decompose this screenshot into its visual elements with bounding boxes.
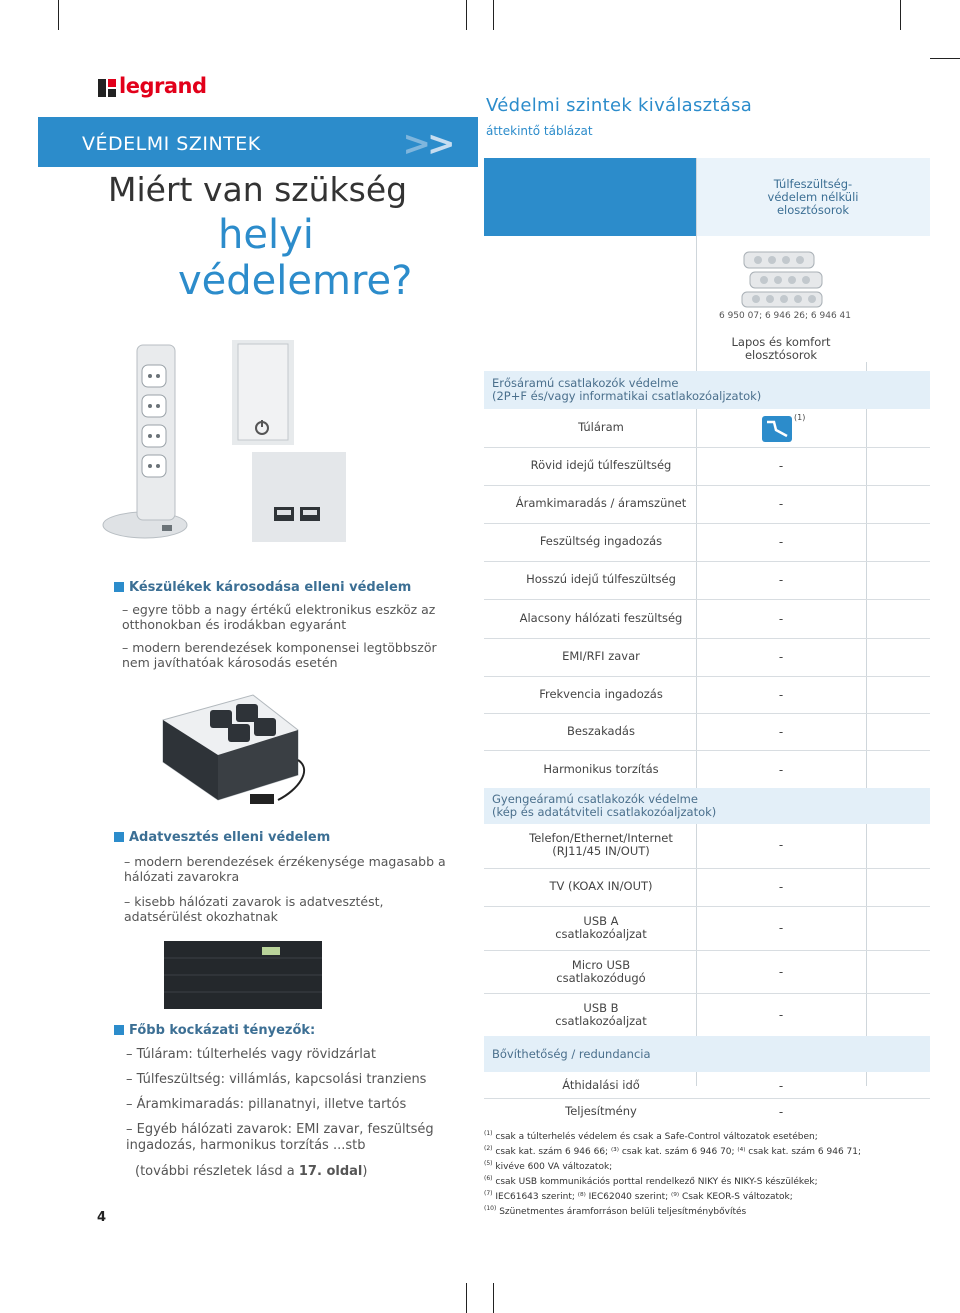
product-subheading: Lapos és komfort elosztósorok	[731, 335, 831, 362]
extensibility-band-title: Bővíthetőség / redundancia	[492, 1047, 651, 1061]
row-label: Teljesítmény	[565, 1104, 637, 1118]
rack-ups-image	[164, 935, 322, 1013]
row-value: -	[778, 573, 784, 587]
table-row	[484, 824, 930, 869]
list-item: – Egyéb hálózati zavarok: EMI zavar, feszültség ingadozás, harmonikus torzítás ...stb	[126, 1122, 434, 1153]
legrand-logo	[97, 74, 207, 101]
table-row	[484, 523, 930, 562]
table-row	[484, 638, 930, 677]
tower-power-strip-image	[100, 340, 190, 540]
row-value: -	[778, 1008, 784, 1022]
crop-mark	[466, 1283, 467, 1313]
row-value: -	[778, 1105, 784, 1119]
page-number: 4	[97, 1210, 107, 1225]
table-row	[484, 561, 930, 600]
table-row	[484, 868, 930, 907]
block-data-protection	[114, 830, 446, 924]
row-label: Feszültség ingadozás	[539, 534, 663, 548]
crop-mark	[900, 0, 901, 30]
table-row	[484, 447, 930, 486]
table-row	[484, 676, 930, 714]
row-value: -	[778, 459, 784, 473]
row-value: -	[778, 725, 784, 739]
product-column-title: Túlfeszültség- védelem nélküli elosztósorok	[767, 177, 859, 217]
product-table-header	[484, 158, 930, 236]
footnote: $^{(7)}$ IEC61643 szerint; ⁽⁸⁾ IEC62040 szerint; ⁽⁹⁾ Csak KEOR-S változatok;	[484, 1190, 793, 1202]
row-value: -	[778, 535, 784, 549]
footnote: $^{(10)}$ Szünetmentes áramforráson belüli teljesítménybővítés	[484, 1205, 747, 1217]
headline-line-3: védelemre?	[178, 258, 413, 304]
legrand-mark-icon	[97, 77, 119, 99]
table-row	[484, 750, 930, 789]
row-value: -	[778, 1079, 784, 1093]
row-label: Túláram	[578, 420, 624, 434]
row-value: -	[778, 838, 784, 852]
page-title: Védelmi szintek kiválasztása	[486, 95, 753, 116]
crop-mark	[930, 58, 960, 59]
bullet-square-icon	[114, 1025, 124, 1035]
power-strip-product-image	[740, 248, 828, 310]
footnote: $^{(6)}$ csak USB kommunikációs porttal rendelkező NIKY és NIKY-S készülékek;	[484, 1175, 818, 1187]
ups-device-image	[158, 690, 308, 812]
row-value: -	[778, 650, 784, 664]
block-title: Adatvesztés elleni védelem	[114, 830, 446, 845]
product-column-header	[696, 158, 930, 236]
footnote: $^{(1)}$ csak a túlterhelés védelem és csak a Safe-Control változatok esetében;	[484, 1130, 818, 1142]
data-band-title: Gyengeáramú csatlakozók védelme (kép és adatátviteli csatlakozóaljzatok)	[492, 792, 717, 819]
table-row	[484, 713, 930, 751]
further-details: (további részletek lásd a 17. oldal)	[135, 1164, 368, 1179]
headline-line-1: Miért van szükség	[108, 170, 408, 209]
row-value: -	[778, 763, 784, 777]
row-label: Telefon/Ethernet/Internet (RJ11/45 IN/OUT)	[529, 831, 673, 858]
row-value: -	[778, 612, 784, 626]
page-reference-link[interactable]: 17. oldal	[298, 1164, 363, 1179]
extensibility-band	[484, 1036, 930, 1072]
list-item: – modern berendezések érzékenysége magasabb a hálózati zavarokra	[124, 854, 446, 884]
row-value: -	[778, 497, 784, 511]
data-protection-band	[484, 788, 930, 824]
row-label: TV (KOAX IN/OUT)	[549, 879, 653, 893]
row-label: Micro USB csatlakozódugó	[556, 958, 646, 985]
section-label: VÉDELMI SZINTEK	[82, 133, 261, 155]
power-strip-closeup-image	[232, 340, 294, 445]
row-label: Frekvencia ingadozás	[539, 687, 663, 701]
row-label: Rövid idejű túlfeszültség	[530, 458, 672, 472]
footnotes	[484, 1128, 924, 1218]
block-title: Készülékek károsodása elleni védelem	[114, 580, 437, 595]
table-row	[484, 993, 930, 1037]
power-protection-band	[484, 371, 930, 409]
arrows-decoration-icon: >>>	[378, 124, 452, 164]
row-label: Hosszú idejű túlfeszültség	[526, 572, 676, 586]
row-value: -	[778, 965, 784, 979]
table-row	[484, 950, 930, 994]
bullet-square-icon	[114, 832, 124, 842]
footnote-marker: (1)	[794, 413, 806, 422]
row-value: -	[778, 880, 784, 894]
row-label: EMI/RFI zavar	[562, 649, 640, 663]
footnote: $^{(5)}$ kivéve 600 VA változatok;	[484, 1160, 613, 1172]
row-label: Áthidalási idő	[562, 1078, 640, 1092]
row-value: -	[778, 921, 784, 935]
footnote: $^{(2)}$ csak kat. szám 6 946 66; ⁽³⁾ csak kat. szám 6 946 70; ⁽⁴⁾ csak kat. szám 6 946 71;	[484, 1145, 862, 1157]
crop-mark	[466, 0, 467, 30]
power-band-title: Erősáramú csatlakozók védelme (2P+F és/vagy informatikai csatlakozóaljzatok)	[492, 376, 762, 403]
usb-ports-closeup-image	[252, 452, 346, 542]
row-label: Harmonikus torzítás	[543, 762, 659, 776]
table-row	[484, 409, 930, 448]
safe-control-icon	[762, 416, 792, 442]
table-row	[484, 906, 930, 951]
page-subtitle: áttekintő táblázat	[486, 124, 593, 138]
list-item: – Túlfeszültség: villámlás, kapcsolási tranziens	[126, 1072, 427, 1087]
row-value: -	[778, 688, 784, 702]
bullet-square-icon	[114, 582, 124, 592]
list-item: – modern berendezések komponensei legtöbbször nem javíthatóak károsodás esetén	[122, 640, 437, 670]
table-row	[484, 485, 930, 524]
list-item: – Áramkimaradás: pillanatnyi, illetve tartós	[126, 1097, 407, 1112]
list-item: – egyre több a nagy értékű elektronikus eszköz az otthonokban és irodákban egyaránt	[122, 602, 436, 632]
row-label: USB B csatlakozóaljzat	[555, 1001, 647, 1028]
row-label: Áramkimaradás / áramszünet	[515, 496, 687, 510]
list-item: – Túláram: túlterhelés vagy rövidzárlat	[126, 1047, 376, 1062]
crop-mark	[493, 0, 494, 30]
row-label: Beszakadás	[567, 724, 635, 738]
crop-mark	[58, 0, 59, 30]
block-risk-factors	[114, 1023, 434, 1180]
table-row	[484, 599, 930, 639]
block-title: Főbb kockázati tényezők:	[114, 1023, 434, 1038]
row-label: Alacsony hálózati feszültség	[519, 611, 683, 625]
product-codes: 6 950 07; 6 946 26; 6 946 41	[718, 311, 852, 321]
list-item: – kisebb hálózati zavarok is adatvesztést, adatsérülést okozhatnak	[124, 894, 384, 924]
brand-name: legrand	[119, 74, 207, 98]
row-label: USB A csatlakozóaljzat	[555, 914, 647, 941]
block-device-protection	[114, 580, 437, 670]
headline-line-2: helyi	[218, 212, 314, 258]
crop-mark	[493, 1283, 494, 1313]
table-row	[484, 1098, 930, 1124]
table-row	[484, 1072, 930, 1099]
